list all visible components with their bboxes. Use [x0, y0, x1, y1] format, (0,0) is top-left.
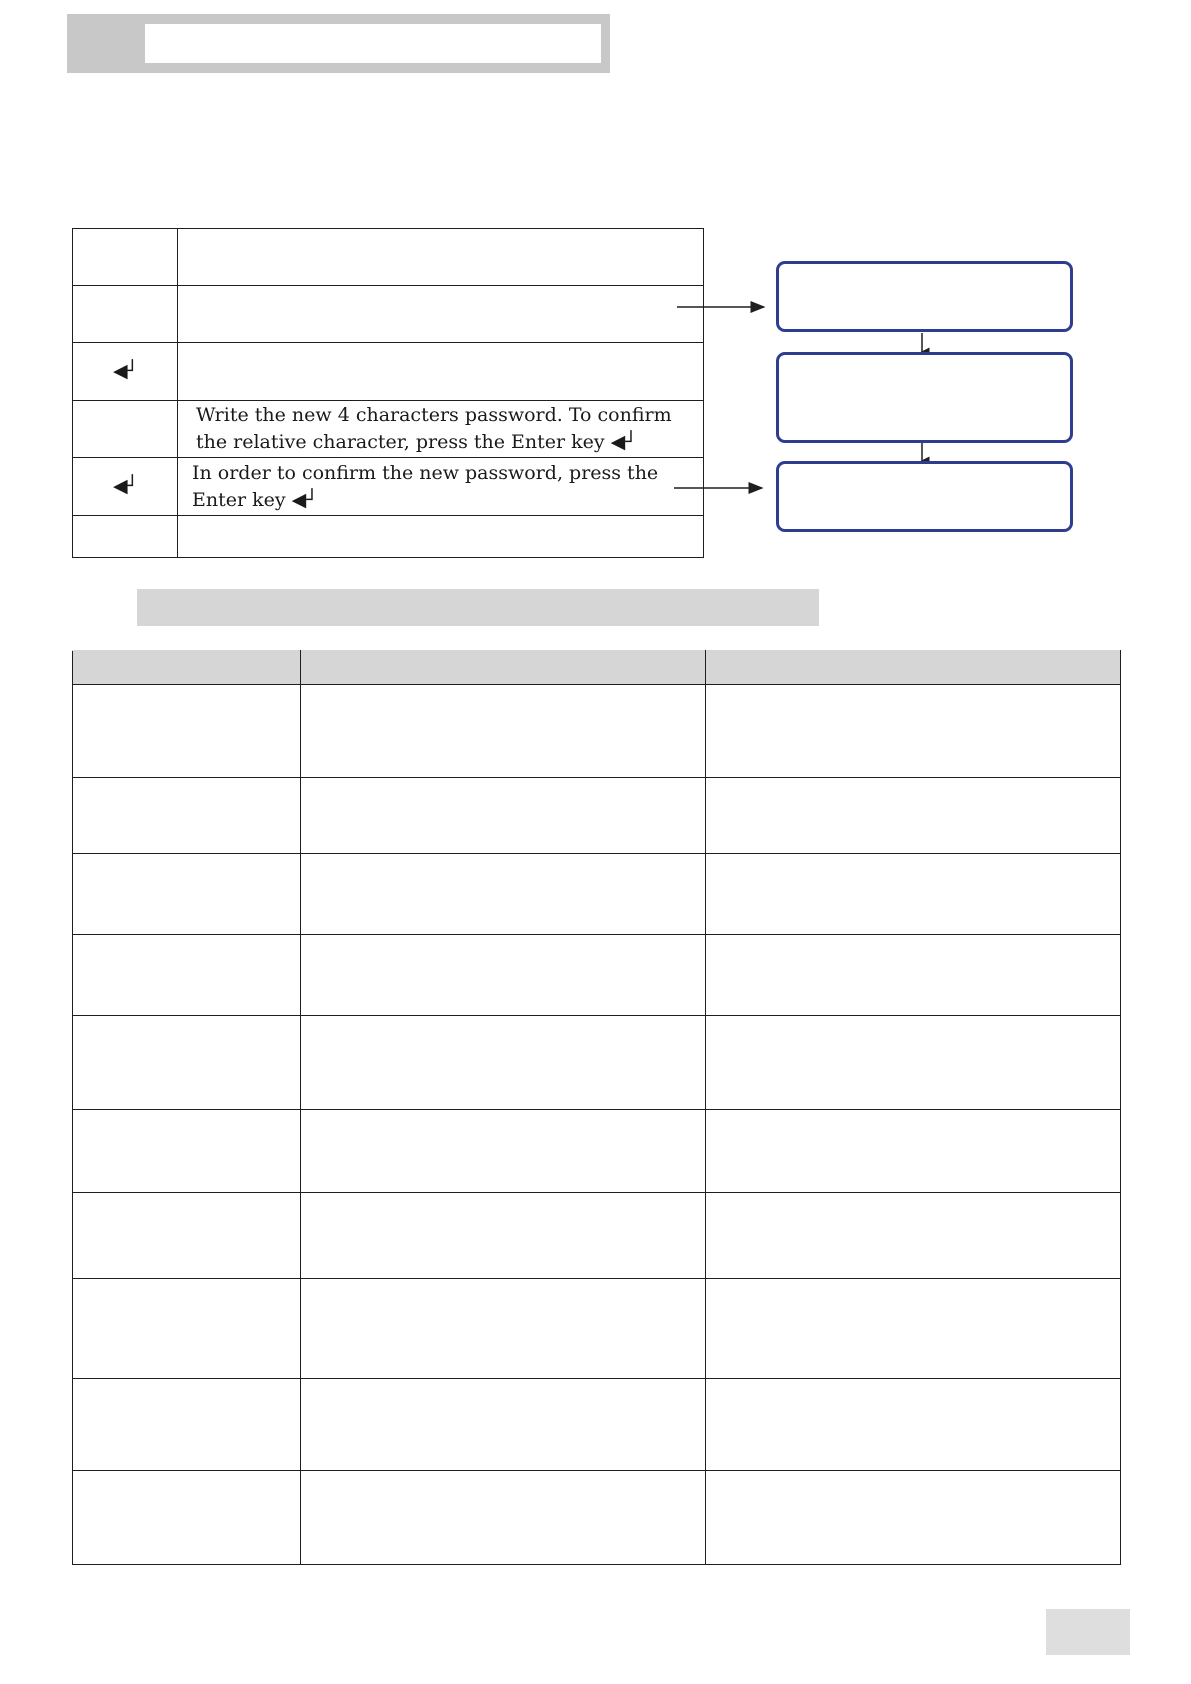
table-row	[73, 935, 1121, 1016]
table-cell	[301, 1379, 706, 1471]
enter-key-icon: ◀┘	[112, 475, 138, 497]
procedure-text-cell: In order to confirm the new password, press the Enter key ◀┘	[178, 458, 704, 516]
table-cell	[73, 1379, 301, 1471]
table-cell	[706, 854, 1121, 935]
table-cell	[73, 1471, 301, 1565]
table-cell	[73, 685, 301, 778]
section-heading	[137, 589, 819, 626]
table-row	[73, 1279, 1121, 1379]
table-cell	[706, 935, 1121, 1016]
table-cell	[301, 1279, 706, 1379]
table-cell	[301, 1193, 706, 1279]
table-cell	[706, 1016, 1121, 1110]
table-row	[73, 1193, 1121, 1279]
flow-box-3	[776, 461, 1073, 532]
flow-box-2	[776, 352, 1073, 443]
column-header	[73, 651, 301, 685]
table-cell	[301, 1471, 706, 1565]
flow-box-1	[776, 261, 1073, 332]
enter-key-icon: ◀┘	[112, 360, 138, 382]
table-cell	[706, 1110, 1121, 1193]
table-cell	[301, 1016, 706, 1110]
table-cell	[301, 1110, 706, 1193]
table-cell	[706, 1471, 1121, 1565]
table-cell	[301, 778, 706, 854]
table-row	[73, 1016, 1121, 1110]
table-row	[73, 685, 1121, 778]
table-cell	[73, 935, 301, 1016]
table-cell	[301, 685, 706, 778]
table-row	[73, 1471, 1121, 1565]
table-row	[73, 778, 1121, 854]
table-cell	[706, 1379, 1121, 1471]
table-cell	[706, 1279, 1121, 1379]
procedure-text-cell: Write the new 4 characters password. To confirm the relative character, press the Enter key ◀┘	[178, 401, 704, 458]
data-table	[72, 650, 1121, 1565]
column-header	[706, 651, 1121, 685]
table-cell	[706, 778, 1121, 854]
table-cell	[73, 854, 301, 935]
table-cell	[301, 854, 706, 935]
table-cell	[706, 685, 1121, 778]
table-cell	[73, 1016, 301, 1110]
table-cell	[706, 1193, 1121, 1279]
data-table-header-row	[73, 651, 1121, 685]
table-row	[73, 1110, 1121, 1193]
table-row	[73, 1379, 1121, 1471]
column-header	[301, 651, 706, 685]
table-cell	[73, 1279, 301, 1379]
table-cell	[301, 935, 706, 1016]
table-cell	[73, 778, 301, 854]
table-row	[73, 854, 1121, 935]
table-cell	[73, 1110, 301, 1193]
page-number	[1046, 1609, 1130, 1655]
table-cell	[73, 1193, 301, 1279]
